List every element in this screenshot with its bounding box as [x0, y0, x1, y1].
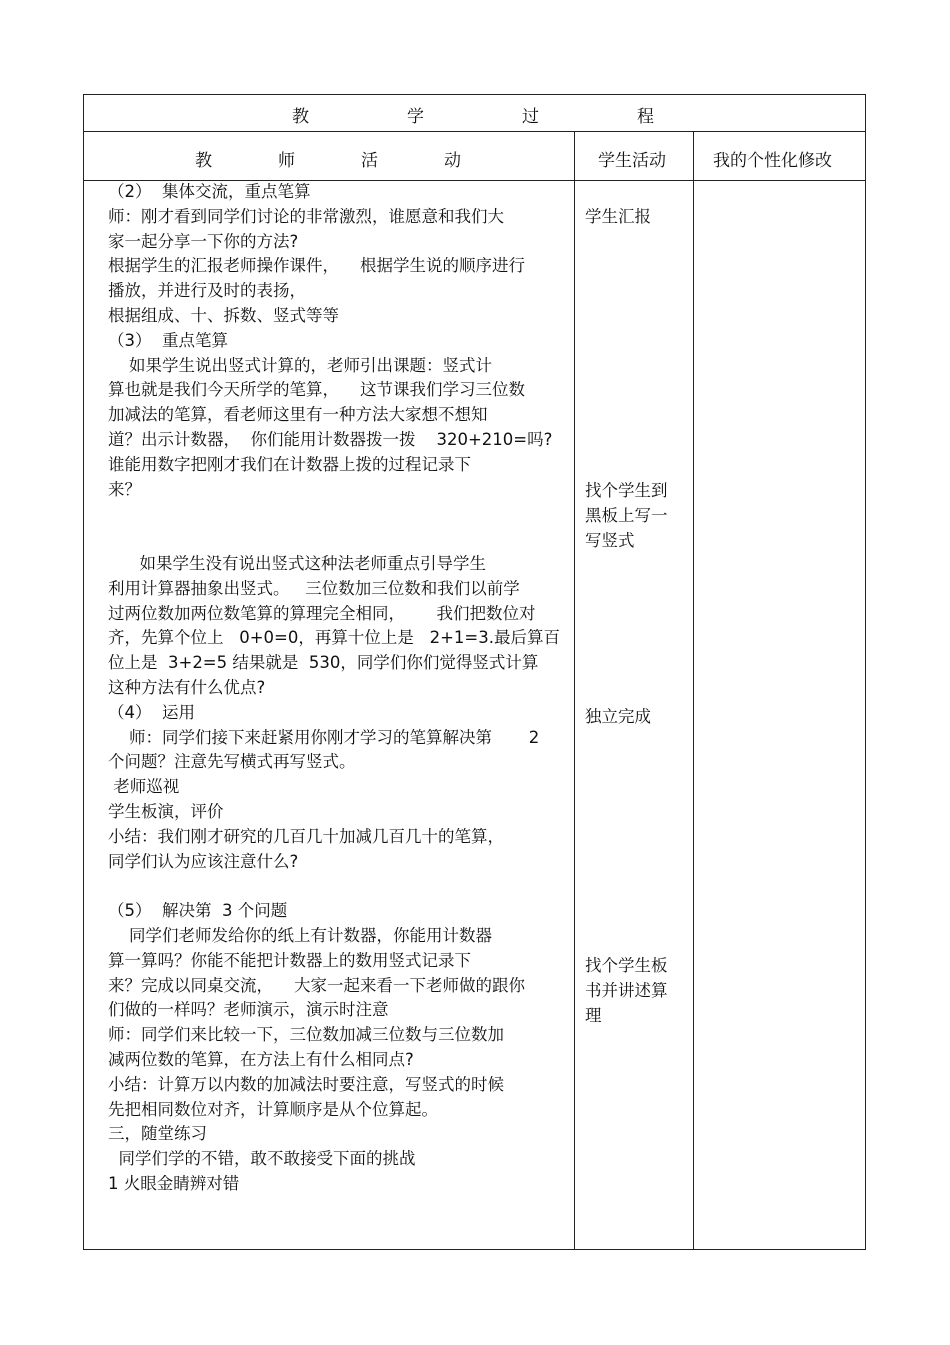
teacher-activity-line: 利用计算器抽象出竖式。 三位数加三位数和我们以前学: [108, 578, 520, 598]
student-note-line: 学生汇报: [585, 207, 651, 226]
teacher-activity-line: 位上是 3+2=5 结果就是 530，同学们你们觉得竖式计算: [108, 653, 539, 673]
teacher-activity-line: （3） 重点笔算: [108, 330, 228, 350]
teacher-activity-line: 同学们认为应该注意什么?: [108, 851, 299, 871]
teacher-activity-line: 这种方法有什么优点?: [108, 678, 266, 697]
teacher-activity-line: 道？出示计数器， 你们能用计数器拨一拨 320+210=吗?: [108, 430, 553, 449]
table-title-char: 学: [407, 107, 424, 127]
teacher-activity-line: 如果学生没有说出竖式这种法老师重点引导学生: [108, 554, 486, 573]
teacher-activity-line: 1 火眼金睛辨对错: [108, 1174, 240, 1193]
lesson-table: [83, 94, 866, 1250]
teacher-activity-header-char: 动: [444, 151, 461, 171]
teacher-activity-line: 们做的一样吗？老师演示，演示时注意: [108, 1000, 389, 1020]
student-note-line: 写竖式: [585, 531, 635, 550]
teacher-activity-line: 老师巡视: [108, 777, 180, 797]
teacher-activity-header-char: 教: [195, 151, 212, 171]
teacher-activity-line: 个问题？注意先写横式再写竖式。: [108, 752, 356, 772]
teacher-activity-line: 如果学生说出竖式计算的，老师引出课题：竖式计: [108, 355, 492, 375]
student-note-line: 书并讲述算: [585, 981, 668, 1000]
teacher-activity-line: 家一起分享一下你的方法?: [108, 231, 299, 251]
teacher-activity-line: 师：同学们接下来赶紧用你刚才学习的笔算解决第 2: [108, 727, 540, 747]
table-title-char: 程: [637, 107, 654, 127]
table-border-bottom: [83, 1249, 866, 1250]
teacher-activity-line: 学生板演，评价: [108, 802, 224, 821]
student-activity-header: 学生活动: [598, 151, 666, 171]
teacher-activity-line: 根据学生的汇报老师操作课件， 根据学生说的顺序进行: [108, 256, 525, 276]
table-title-char: 过: [522, 107, 539, 127]
teacher-activity-line: 算一算吗？你能不能把计数器上的数用竖式记录下: [108, 950, 471, 970]
teacher-activity-line: 算也就是我们今天所学的笔算， 这节课我们学习三位数: [108, 380, 525, 400]
teacher-activity-line: 根据组成、十、拆数、竖式等等: [108, 306, 339, 325]
teacher-activity-line: 齐，先算个位上 0+0=0，再算十位上是 2+1=3.最后算百: [108, 628, 561, 648]
teacher-activity-line: 谁能用数字把刚才我们在计数器上拨的过程记录下: [108, 454, 471, 474]
teacher-activity-line: 小结：我们刚才研究的几百几十加减几百几十的笔算，: [108, 826, 504, 846]
teacher-activity-line: 师：刚才看到同学们讨论的非常激烈，谁愿意和我们大: [108, 206, 504, 226]
student-note-line: 找个学生板: [585, 956, 668, 975]
teacher-activity-line: 三，随堂练习: [108, 1124, 207, 1144]
teacher-activity-line: 来？: [108, 479, 141, 499]
teacher-activity-header-char: 活: [361, 151, 378, 171]
teacher-activity-line: （5） 解决第 3 个问题: [108, 901, 288, 921]
table-border-right: [865, 94, 866, 1250]
table-title-char: 教: [292, 107, 309, 127]
teacher-activity-line: 过两位数加两位数笔算的算理完全相同， 我们把数位对: [108, 603, 536, 623]
student-note-line: 理: [585, 1006, 602, 1025]
table-border-left: [83, 94, 84, 1250]
table-border-top: [83, 94, 866, 95]
teacher-activity-line: （4） 运用: [108, 702, 195, 722]
student-note-line: 独立完成: [585, 707, 651, 726]
teacher-activity-line: 来？完成以同桌交流， 大家一起来看一下老师做的跟你: [108, 975, 525, 995]
teacher-activity-line: （2） 集体交流，重点笔算: [108, 182, 311, 201]
teacher-activity-line: 师：同学们来比较一下，三位数加减三位数与三位数加: [108, 1025, 504, 1045]
teacher-activity-line: 加减法的笔算，看老师这里有一种方法大家想不想知: [108, 405, 488, 425]
column-divider-2: [693, 131, 694, 1250]
teacher-activity-line: 播放，并进行及时的表扬，: [108, 281, 306, 301]
teacher-activity-line: 小结：计算万以内数的加减法时要注意，写竖式的时候: [108, 1074, 504, 1094]
column-divider-1: [574, 131, 575, 1250]
personal-revision-header: 我的个性化修改: [713, 151, 832, 171]
student-note-line: 黑板上写一: [585, 506, 668, 525]
teacher-activity-line: 减两位数的笔算，在方法上有什么相同点?: [108, 1050, 414, 1069]
teacher-activity-line: 同学们学的不错，敢不敢接受下面的挑战: [108, 1149, 416, 1169]
title-row-divider: [83, 131, 866, 132]
student-note-line: 找个学生到: [585, 481, 668, 500]
teacher-activity-header-char: 师: [278, 151, 295, 171]
teacher-activity-line: 先把相同数位对齐，计算顺序是从个位算起。: [108, 1099, 438, 1119]
teacher-activity-line: 同学们老师发给你的纸上有计数器，你能用计数器: [108, 926, 492, 945]
